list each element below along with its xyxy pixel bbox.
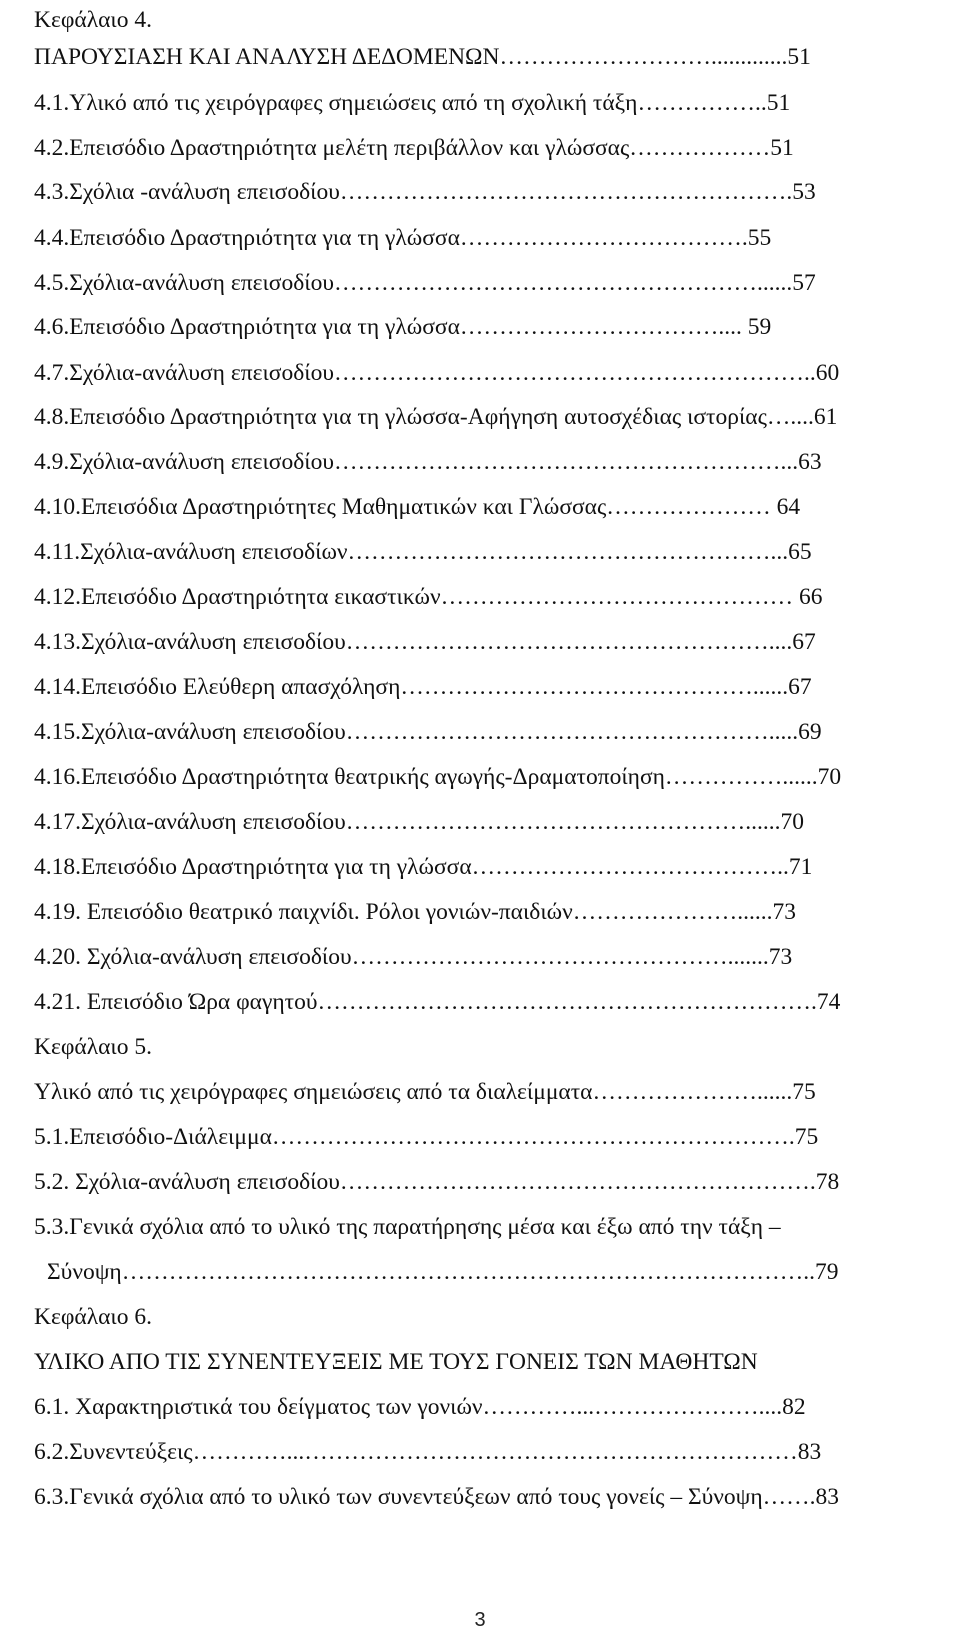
toc-entry-6-3: 6.3.Γενικά σχόλια από το υλικό των συνεντεύξεων από τους γονείς – Σύνοψη…….83 xyxy=(34,1484,840,1510)
toc-entry-4-2: 4.2.Επεισόδιο Δραστηριότητα μελέτη περιβάλλον και γλώσσας………………51 xyxy=(34,135,794,161)
toc-entry-4-5: 4.5.Σχόλια-ανάλυση επεισοδίου………………………………………………......57 xyxy=(34,270,816,296)
toc-entry-5-2: 5.2. Σχόλια-ανάλυση επεισοδίου…………………………………………………….78 xyxy=(34,1169,840,1195)
toc-entry-6-1: 6.1. Χαρακτηριστικά του δείγματος των γονιών…………...…………………....82 xyxy=(34,1394,806,1420)
toc-entry-4-15: 4.15.Σχόλια-ανάλυση επεισοδίου……………………………………………….....69 xyxy=(34,719,822,745)
toc-entry-5-3-continuation: Σύνοψη……………………………………………………………………………..79 xyxy=(47,1259,839,1285)
toc-entry-4-19: 4.19. Επεισόδιο θεατρικό παιχνίδι. Ρόλοι γονιών-παιδιών…………………......73 xyxy=(34,899,797,925)
toc-entry-4-17: 4.17.Σχόλια-ανάλυση επεισοδίου……………………………………………......70 xyxy=(34,809,804,835)
toc-entry-4-12: 4.12.Επεισόδιο Δραστηριότητα εικαστικών……………………………………… 66 xyxy=(34,584,823,610)
toc-entry-4-1: 4.1.Υλικό από τις χειρόγραφες σημειώσεις από τη σχολική τάξη……………..51 xyxy=(34,90,791,116)
chapter-4-title-entry: ΠΑΡΟΥΣΙΑΣΗ ΚΑΙ ΑΝΑΛΥΣΗ ΔΕΔΟΜΕΝΩΝ……………………….............51 xyxy=(34,44,811,70)
chapter-5-heading: Κεφάλαιο 5. xyxy=(34,1034,152,1060)
toc-entry-4-11: 4.11.Σχόλια-ανάλυση επεισοδίων………………………………………………...65 xyxy=(34,539,812,565)
toc-entry-4-3: 4.3.Σχόλια -ανάλυση επεισοδίου………………………………………………….53 xyxy=(34,179,816,205)
toc-entry-5-3: 5.3.Γενικά σχόλια από το υλικό της παρατήρησης μέσα και έξω από την τάξη – xyxy=(34,1214,781,1240)
page-number: 3 xyxy=(474,1609,486,1631)
chapter-6-heading: Κεφάλαιο 6. xyxy=(34,1304,152,1330)
chapter-5-title-entry: Υλικό από τις χειρόγραφες σημειώσεις από τα διαλείμματα…………………......75 xyxy=(34,1079,816,1105)
toc-entry-6-2: 6.2.Συνεντεύξεις…………...………………………………………………………83 xyxy=(34,1439,822,1465)
chapter-6-title: ΥΛΙΚΟ ΑΠΟ ΤΙΣ ΣΥΝΕΝΤΕΥΞΕΙΣ ΜΕ ΤΟΥΣ ΓΟΝΕΙΣ ΤΩΝ ΜΑΘΗΤΩΝ xyxy=(34,1349,758,1375)
toc-entry-4-20: 4.20. Σχόλια-ανάλυση επεισοδίου………………………………………….......73 xyxy=(34,944,793,970)
toc-entry-4-6: 4.6.Επεισόδιο Δραστηριότητα για τη γλώσσα…………………………….... 59 xyxy=(34,314,772,340)
toc-entry-4-21: 4.21. Επεισόδιο Ώρα φαγητού……………………………………………………….74 xyxy=(34,989,841,1015)
toc-entry-4-4: 4.4.Επεισόδιο Δραστηριότητα για τη γλώσσα……………………………….55 xyxy=(34,225,772,251)
toc-entry-4-16: 4.16.Επεισόδιο Δραστηριότητα θεατρικής αγωγής-Δραματοποίηση……………......70 xyxy=(34,764,842,790)
toc-entry-4-14: 4.14.Επεισόδιο Ελεύθερη απασχόληση………………………………………......67 xyxy=(34,674,812,700)
toc-entry-4-7: 4.7.Σχόλια-ανάλυση επεισοδίου……………………………………………………..60 xyxy=(34,360,840,386)
toc-entry-4-8: 4.8.Επεισόδιο Δραστηριότητα για τη γλώσσα-Αφήγηση αυτοσχέδιας ιστορίας…....61 xyxy=(34,404,838,430)
toc-entry-4-9: 4.9.Σχόλια-ανάλυση επεισοδίου…………………………………………………...63 xyxy=(34,449,822,475)
chapter-4-heading: Κεφάλαιο 4. xyxy=(34,7,152,33)
toc-entry-4-10: 4.10.Επεισόδια Δραστηριότητες Μαθηματικών και Γλώσσας………………… 64 xyxy=(34,494,801,520)
toc-entry-4-18: 4.18.Επεισόδιο Δραστηριότητα για τη γλώσσα…………………………………..71 xyxy=(34,854,813,880)
toc-entry-5-1: 5.1.Επεισόδιο-Διάλειμμα………………………………………………………….75 xyxy=(34,1124,819,1150)
toc-entry-4-13: 4.13.Σχόλια-ανάλυση επεισοδίου………………………………………………....67 xyxy=(34,629,816,655)
